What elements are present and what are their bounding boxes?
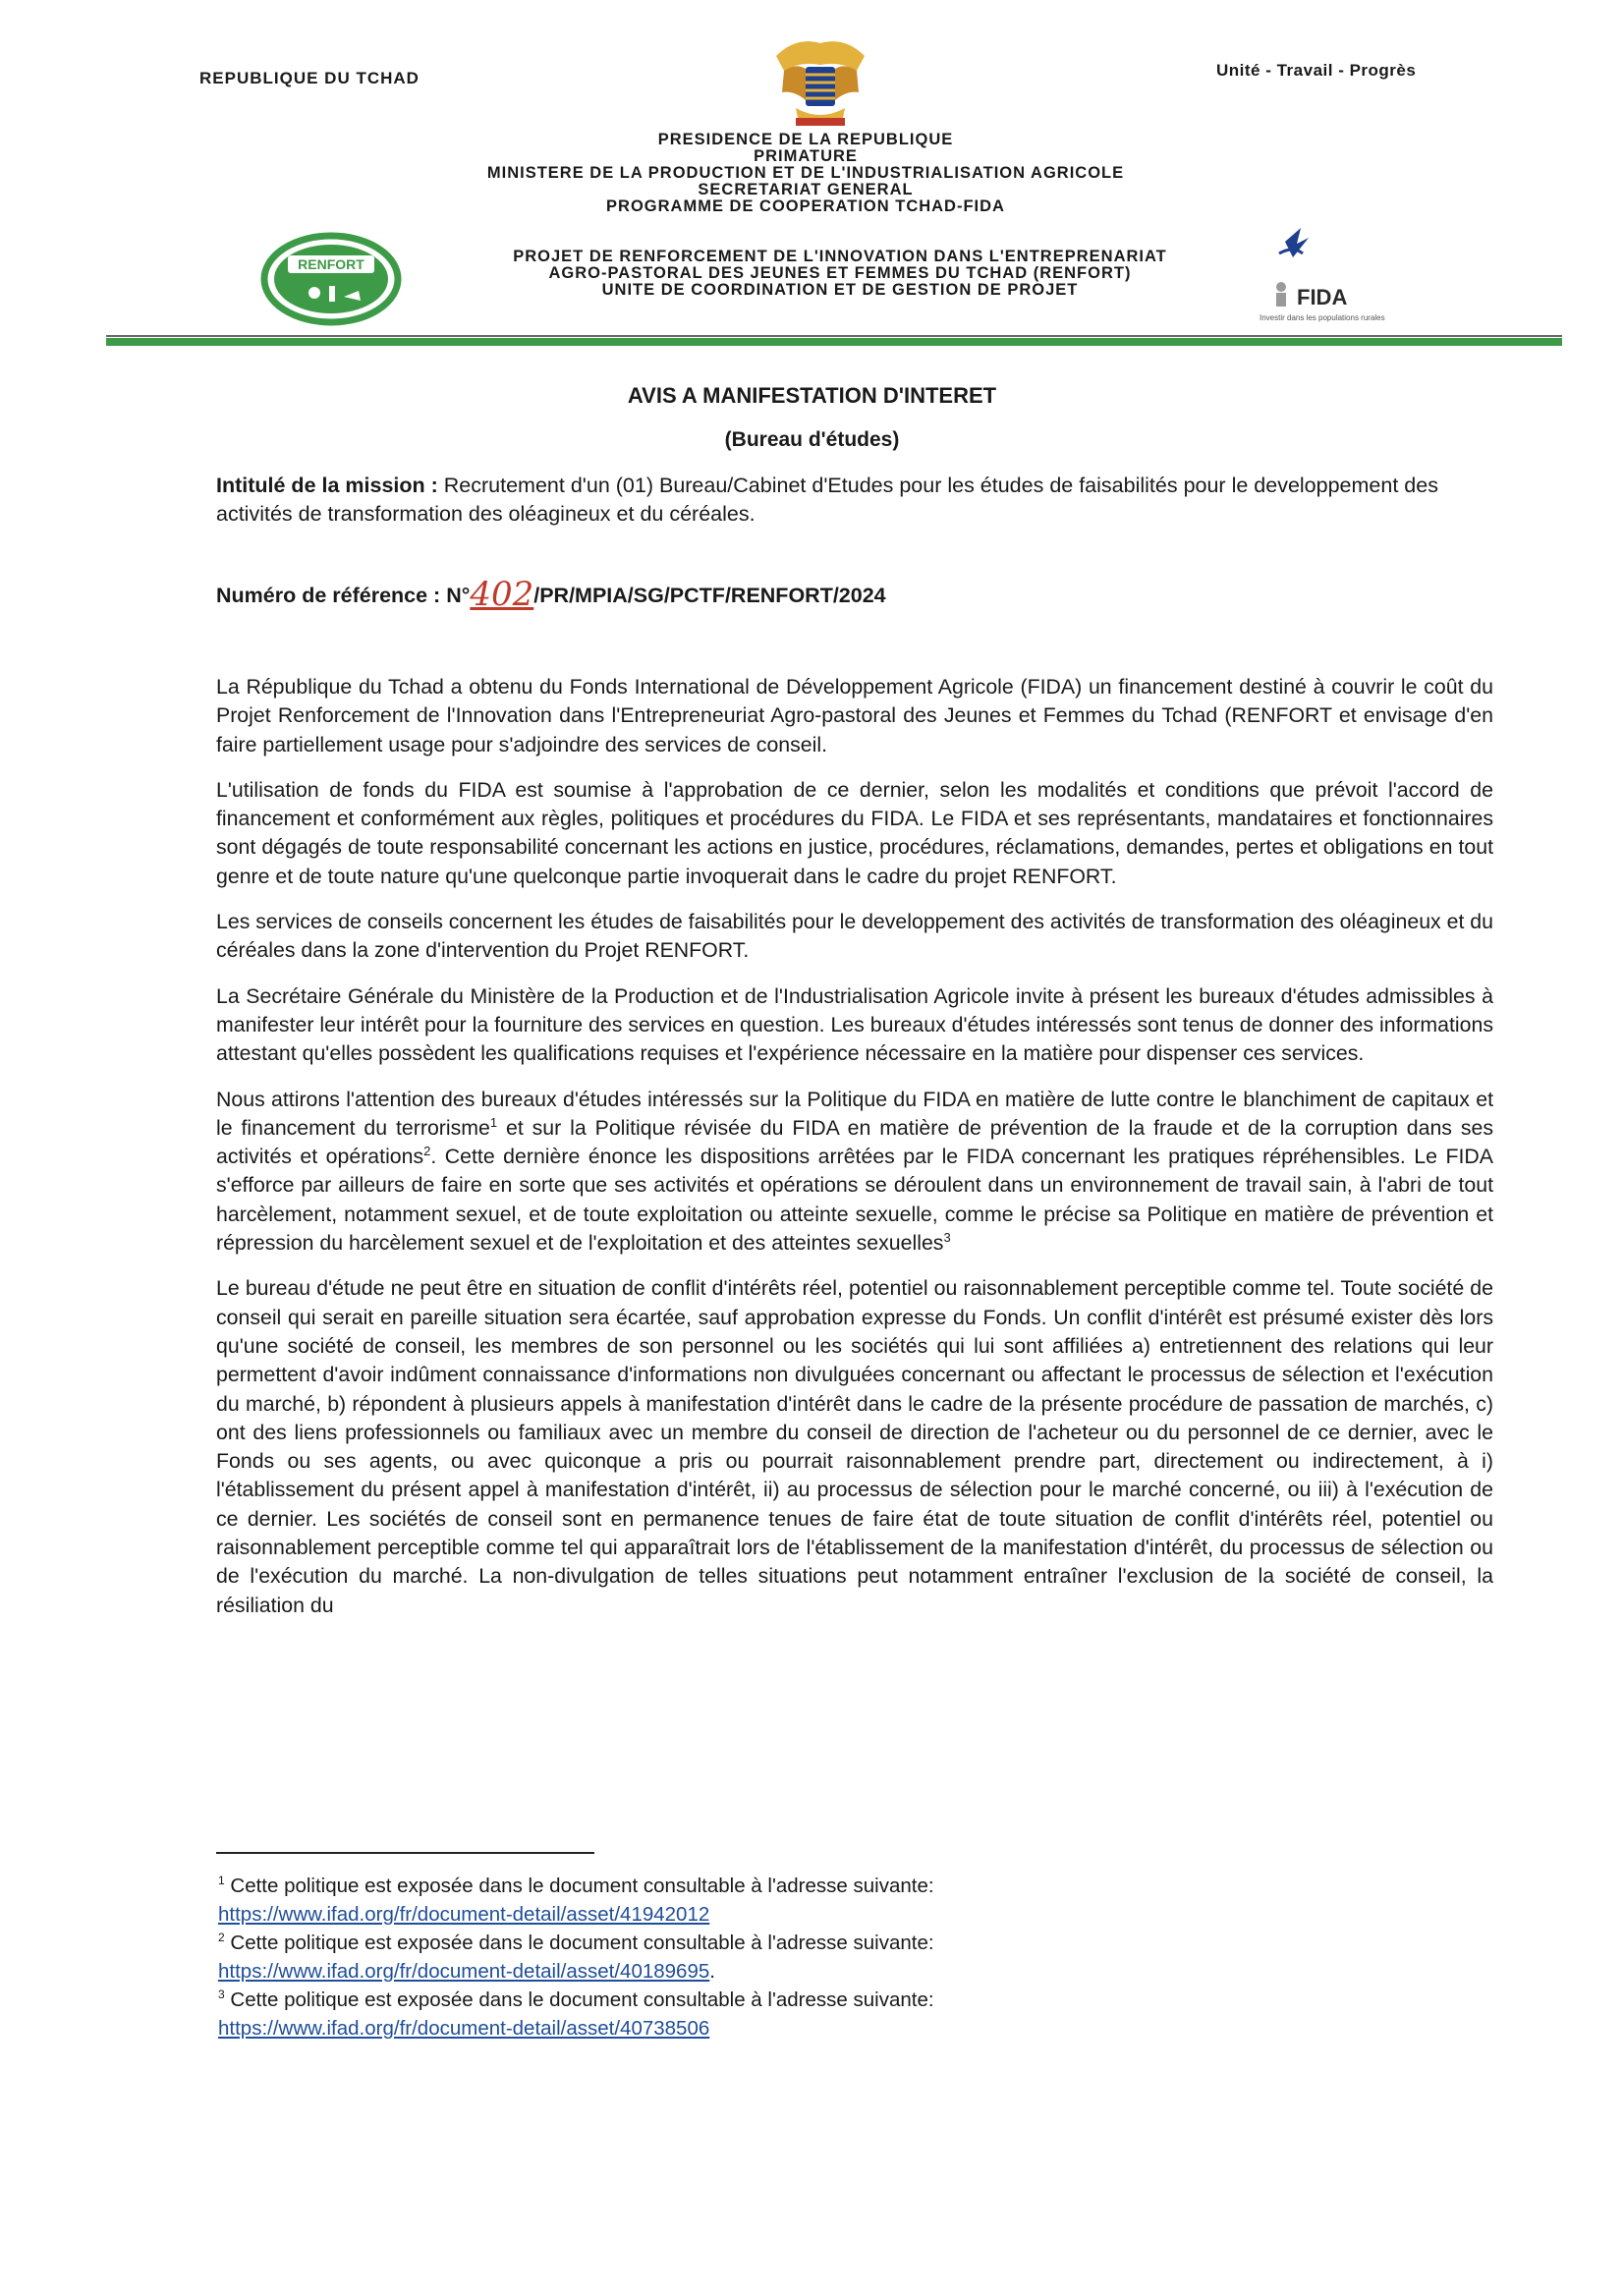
header-line: PRESIDENCE DE LA REPUBLIQUE — [657, 131, 954, 148]
mission-statement — [216, 472, 1493, 529]
footnote-trailing-punct: . — [709, 1960, 715, 1983]
header-divider — [106, 335, 1562, 337]
reference-label: Numéro de référence : N° — [216, 584, 471, 607]
body-text: . Cette dernière énonce les dispositions arrêtées par le FIDA concernant les pratiques répréhensibles. Le FIDA s'efforce par ailleurs de faire en sorte que ses activités et opérations se déroulent dans un environnement de travail sain, à l'abri de tout harcèlement, notamment sexuel, et de toute exploitation ou atteinte sexuelle, comme le précise sa Politique en matière de prévention et répression du harcèlement sexuel et de l'exploitation et des atteintes sexuelles — [216, 1145, 1493, 1256]
footnote-link-line — [218, 1900, 1397, 1929]
footnote-ref: 2 — [423, 1144, 431, 1159]
project-line: PROJET DE RENFORCEMENT DE L'INNOVATION DANS L'ENTREPRENARIAT — [513, 248, 1167, 265]
fida-logo-text: FIDA — [1297, 285, 1348, 309]
footnote-link[interactable]: https://www.ifad.org/fr/document-detail/asset/41942012 — [218, 1903, 710, 1926]
body-paragraph: La Secrétaire Générale du Ministère de la Production et de l'Industrialisation Agricole invite à présent les bureaux d'études admissibles à manifester leur intérêt pour la fourniture des services en question. Les bureaux d'études intéressés sont tenus de donner des informations attestant qu'elles possèdent les qualifications requises et l'expérience nécessaire en la matière pour dispenser ces services. — [216, 983, 1493, 1066]
notice-body — [216, 673, 1493, 1637]
footnote-ref: 1 — [489, 1114, 498, 1130]
body-text: et sur la Politique révisée du FIDA en matière de prévention de la fraude et de la corruption dans ses activités et opérations — [216, 1115, 1493, 1169]
body-text: Nous attirons l'attention des bureaux d'études intéressés sur la Politique du FIDA en matière de lutte contre le blanchiment de capitaux et le financement du terrorisme — [216, 1087, 1493, 1140]
footnote-link[interactable]: https://www.ifad.org/fr/document-detail/asset/40738506 — [218, 2017, 710, 2040]
footnote-divider — [216, 1852, 594, 1854]
footnote-link[interactable]: https://www.ifad.org/fr/document-detail/asset/40189695 — [218, 1960, 710, 1983]
fida-logo — [1258, 224, 1484, 322]
footnote — [218, 1929, 1397, 1957]
footnote-number: 1 — [218, 1874, 225, 1888]
footnote — [218, 1986, 1397, 2014]
reference-handwritten-number: 402 — [470, 575, 534, 614]
project-line: AGRO-PASTORAL DES JEUNES ET FEMMES DU TCHAD (RENFORT) — [548, 264, 1132, 282]
reference-suffix: /PR/MPIA/SG/PCTF/RENFORT/2024 — [533, 584, 886, 607]
footnote-ref: 3 — [943, 1229, 951, 1245]
footnote-text: Cette politique est exposée dans le document consultable à l'adresse suivante: — [224, 1988, 934, 2011]
notice-subtitle: (Bureau d'études) — [724, 428, 900, 451]
body-paragraph: Le bureau d'étude ne peut être en situation de conflit d'intérêts réel, potentiel ou raisonnablement perceptible comme tel. Toute société de conseil qui serait en pareille situation sera écartée, sauf approbation expresse du Fonds. Un conflit d'intérêt est présumé exister dès lors qu'une société de conseil, les membres de son personnel ou les sociétés qui lui sont affiliées a) entretiennent des relations qui leur permettent d'avoir indûment connaissance d'informations non divulguées concernant ou affectant le processus de sélection et l'exécution du marché, b) répondent à plusieurs appels à manifestation d'intérêt dans le cadre de la présente procédure de passation de marchés, c) ont des liens professionnels ou familiaux avec un membre du conseil de direction de l'acheteur ou du personnel de ce dernier, avec le Fonds ou ses agents, ou avec quiconque a pris ou pourrait raisonnablement prendre part, directement ou indirectement, à i) l'établissement du présent appel à manifestation d'intérêt, ii) au processus de sélection pour le marché concerné, ou iii) à l'exécution de ce dernier. Les sociétés de conseil sont en permanence tenues de faire état de toute situation de conflit d'intérêts réel, potentiel ou raisonnablement perceptible comme tel qui apparaîtrait lors de l'établissement de la manifestation d'intérêt, du processus de sélection ou de l'exécution du marché. La non-divulgation de telles situations peut notamment entraîner l'exclusion de la société de conseil, la résiliation du — [216, 1276, 1493, 1617]
header-line: MINISTERE DE LA PRODUCTION ET DE L'INDUSTRIALISATION AGRICOLE — [486, 164, 1125, 182]
project-lines — [418, 249, 1262, 299]
body-paragraph: Les services de conseils concernent les études de faisabilités pour le developpement des activités de transformation des oléagineux et du céréales dans la zone d'intervention du Projet RENFORT. — [216, 910, 1493, 963]
footnote-link-line — [218, 2014, 1397, 2043]
country-name: REPUBLIQUE DU TCHAD — [199, 69, 420, 87]
footnote-number: 3 — [218, 1988, 225, 2002]
footnote-text: Cette politique est exposée dans le document consultable à l'adresse suivante: — [224, 1875, 934, 1897]
reference-number — [216, 575, 886, 614]
footnote-text: Cette politique est exposée dans le document consultable à l'adresse suivante: — [224, 1932, 934, 1954]
header-green-rule — [106, 338, 1562, 346]
header-line: PRIMATURE — [754, 147, 858, 165]
body-paragraph: L'utilisation de fonds du FIDA est soumise à l'approbation de ce dernier, selon les modalités et conditions que prévoit l'accord de financement et conformément aux règles, politiques et procédures du FIDA. Le FIDA et ses représentants, mandataires et fonctionnaires sont dégagés de toute responsabilité concernant les actions en justice, procédures, réclamations, demandes, pertes et obligations en tout genre et de toute nature qu'une quelconque partie invoquerait dans le cadre du projet RENFORT. — [216, 777, 1493, 888]
mission-text: Recrutement d'un (01) Bureau/Cabinet d'Etudes pour les études de faisabilités pour le developpement des activités de transformation des oléagineux et du céréales. — [216, 474, 1438, 526]
notice-title: AVIS A MANIFESTATION D'INTERET — [627, 383, 997, 408]
footnotes — [218, 1872, 1397, 2043]
body-paragraph: La République du Tchad a obtenu du Fonds International de Développement Agricole (FIDA) un financement destiné à couvrir le coût du Projet Renforcement de l'Innovation dans l'Entrepreneuriat Agro-pastoral des Jeunes et Femmes du Tchad (RENFORT et envisage d'en faire partiellement usage pour s'adjoindre des services de conseil. — [216, 675, 1493, 756]
renfort-logo — [260, 232, 403, 326]
coat-of-arms-emblem — [766, 31, 874, 135]
footnote — [218, 1872, 1397, 1900]
footnote-number: 2 — [218, 1931, 225, 1945]
renfort-logo-text: RENFORT — [298, 256, 364, 272]
header-authority-lines — [354, 132, 1258, 215]
project-line: UNITE DE COORDINATION ET DE GESTION DE PROJET — [601, 281, 1079, 299]
footnote-link-line — [218, 1957, 1397, 1986]
fida-tagline: Investir dans les populations rurales — [1260, 313, 1385, 322]
national-motto: Unité - Travail - Progrès — [1216, 61, 1417, 80]
mission-label: Intitulé de la mission : — [216, 474, 438, 497]
header-line: PROGRAMME DE COOPERATION TCHAD-FIDA — [606, 197, 1005, 215]
body-paragraph — [216, 1086, 1493, 1259]
header-line: SECRETARIAT GENERAL — [698, 181, 914, 198]
